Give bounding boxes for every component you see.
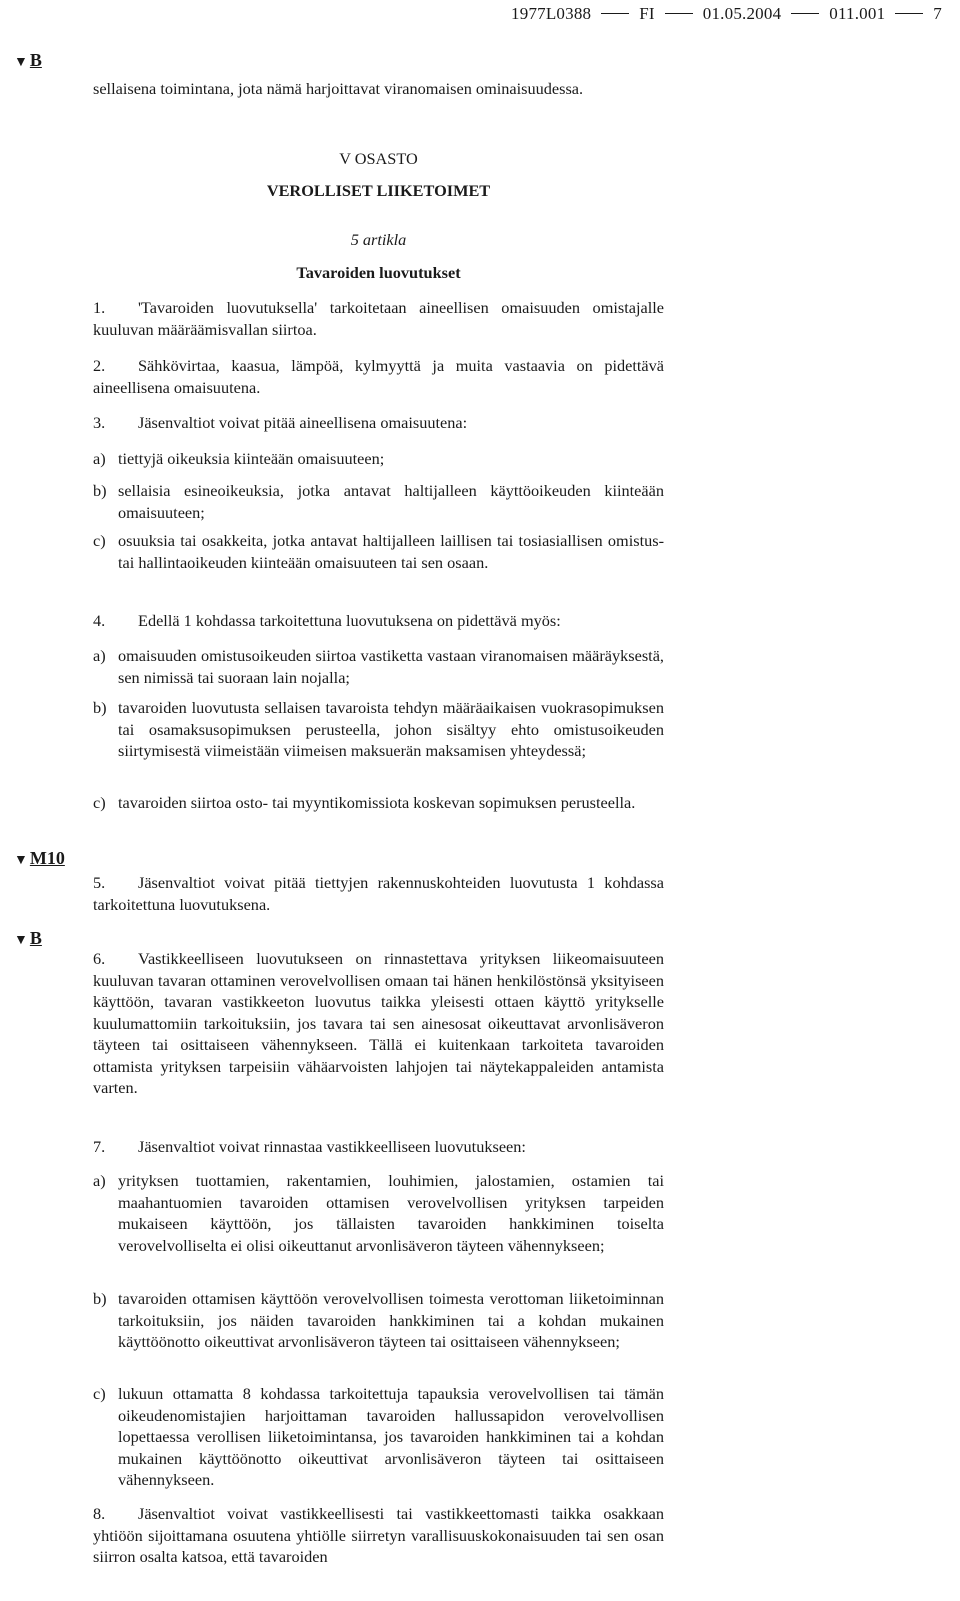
doc-language: FI (639, 4, 655, 23)
paragraph-text: Jäsenvaltiot voivat rinnastaa vastikkeelliseen luovutukseen: (138, 1137, 526, 1156)
list-item-text: tavaroiden luovutusta sellaisen tavaroista tehdyn määräaikaisen vuokrasopimuksen tai osamaksusopimuksen perusteella, johon sisältyy ehto omistusoikeuden siirtymisestä viimeistään viimeisen maksuerän maksamisen yhteydessä; (118, 698, 664, 760)
doc-version: 011.001 (829, 4, 886, 23)
header-separator (665, 13, 693, 14)
triangle-down-icon: ▼ (14, 933, 28, 948)
intro-paragraph: sellaisena toimintana, jota nämä harjoittavat viranomaisen ominaisuudessa. (93, 79, 584, 98)
article-number: 5 artikla (350, 230, 407, 249)
paragraph-3 (93, 412, 664, 434)
list-item (93, 530, 664, 573)
paragraph-text: Sähkövirtaa, kaasua, lämpöä, kylmyyttä ja muita vastaavia on pidettävä aineellisena omaisuutena. (93, 356, 664, 397)
paragraph-7 (93, 1136, 664, 1158)
paragraph-2 (93, 355, 664, 398)
list-item-text: lukuun ottamatta 8 kohdassa tarkoitettuja tapauksia verovelvollisen tai tämän oikeudenomistajien harjoittaman tavaroiden hallussapidon verovelvollisen lopettaessa verollisen liiketoimintansa, jos tavaroiden hankkiminen tai a kohdan mukainen käyttöönotto oikeuttivat arvonlisäveron täyteen tai osittaiseen vähennykseen. (118, 1384, 664, 1489)
marker-code: B (29, 928, 42, 948)
marker-code: B (29, 50, 42, 70)
paragraph-text: Jäsenvaltiot voivat vastikkeellisesti tai vastikkeettomasti taikka osakkaan yhtiöön sijoittamana osuutena yhtiölle siirretyn varallisuuskokonaisuuden tai sen osan siirron osalta katsoa, että tavaroiden (93, 1504, 664, 1566)
triangle-down-icon: ▼ (14, 55, 28, 70)
paragraph-number: 5. (93, 873, 106, 892)
paragraph-number: 8. (93, 1504, 106, 1523)
list-item (93, 645, 664, 688)
list-item-label: b) (93, 698, 107, 717)
header-separator (895, 13, 923, 14)
list-item-label: a) (93, 646, 106, 665)
list-item-text: tavaroiden siirtoa osto- tai myyntikomissiota koskevan sopimuksen perusteella. (118, 793, 636, 812)
list-item-text: yrityksen tuottamien, rakentamien, louhimien, jalostamien, ostamien tai maahantuomien tavaroiden ottamisen verovelvollisen yrityksen tarpeiden mukaiseen käyttöön, jos tällaisten tavaroiden hankkiminen toiselta verovelvolliselta ei olisi oikeuttanut arvonlisäveron täyteen vähennykseen; (118, 1171, 664, 1255)
amendment-marker-m10[interactable] (14, 848, 65, 872)
list-item-label: b) (93, 1289, 107, 1308)
paragraph-text: Jäsenvaltiot voivat pitää tiettyjen rakennuskohteiden luovutusta 1 kohdassa tarkoitettuna luovutuksena. (93, 873, 664, 914)
paragraph-number: 4. (93, 611, 106, 630)
list-item (93, 1288, 664, 1353)
paragraph-number: 2. (93, 356, 106, 375)
list-item-label: a) (93, 449, 106, 468)
article-title: Tavaroiden luovutukset (296, 263, 461, 282)
paragraph-1 (93, 297, 664, 340)
list-item-text: tiettyjä oikeuksia kiinteään omaisuuteen; (118, 449, 385, 468)
section-subtitle: VEROLLISET LIIKETOIMET (266, 181, 491, 200)
paragraph-text: Edellä 1 kohdassa tarkoitettuna luovutuksena on pidettävä myös: (138, 611, 561, 630)
paragraph-4 (93, 610, 664, 632)
doc-id: 1977L0388 (511, 4, 592, 23)
list-item-label: b) (93, 481, 107, 500)
paragraph-text: Jäsenvaltiot voivat pitää aineellisena omaisuutena: (138, 413, 468, 432)
list-item-label: a) (93, 1171, 106, 1190)
section-title: V OSASTO (339, 149, 418, 168)
paragraph-8 (93, 1503, 664, 1568)
paragraph-number: 3. (93, 413, 106, 432)
list-item-text: osuuksia tai osakkeita, jotka antavat haltijalleen laillisen tai tosiasiallisen omistus- tai hallintaoikeuden kiinteään omaisuuteen tai sen osaan. (118, 531, 664, 572)
list-item-label: c) (93, 793, 106, 812)
doc-date: 01.05.2004 (702, 4, 782, 23)
header-separator (791, 13, 819, 14)
list-item (93, 1383, 664, 1491)
list-item-text: tavaroiden ottamisen käyttöön verovelvollisen toimesta verottoman liiketoiminnan tarkoituksiin, jos näiden tavaroiden hankkiminen tai a kohdan mukainen käyttöönotto oikeuttivat arvonlisäveron täyteen tai osittaiseen vähennykseen; (118, 1289, 664, 1351)
amendment-marker-b[interactable] (14, 50, 42, 74)
triangle-down-icon: ▼ (14, 853, 28, 868)
paragraph-text: 'Tavaroiden luovutuksella' tarkoitetaan aineellisen omaisuuden omistajalle kuuluvan määräämisvallan siirtoa. (93, 298, 664, 339)
list-item-text: omaisuuden omistusoikeuden siirtoa vastiketta vastaan viranomaisen määräyksestä, sen nimissä tai suoraan lain nojalla; (118, 646, 664, 687)
header-separator (601, 13, 629, 14)
list-item (93, 480, 664, 523)
list-item (93, 792, 664, 814)
page-header (511, 3, 942, 25)
paragraph-number: 1. (93, 298, 106, 317)
amendment-marker-b[interactable] (14, 928, 42, 952)
paragraph-text: Vastikkeelliseen luovutukseen on rinnastettava yrityksen liikeomaisuuteen kuuluvan tavaran ottaminen verovelvollisen omaan tai hänen henkilöstönsä yksityiseen käyttöön, tavaran vastikkeeton luovutus taikka yleisesti ottaen käyttö yritykselle kuulumattomiin tarkoituksiin, jos tavara tai sen ainesosat oikeuttavat arvonlisäveron täyteen tai osittaiseen vähennykseen. Tällä ei kuitenkaan tarkoiteta tavaroiden ottamista yrityksen tarpeisiin vähäarvoisten lahjojen tai näytekappaleiden antamista varten. (93, 949, 664, 1097)
list-item-label: c) (93, 1384, 106, 1403)
page-number: 7 (933, 4, 942, 23)
paragraph-5 (93, 872, 664, 915)
marker-code: M10 (29, 848, 65, 868)
list-item-text: sellaisia esineoikeuksia, jotka antavat haltijalleen käyttöoikeuden kiinteään omaisuuteen; (118, 481, 664, 522)
list-item (93, 697, 664, 762)
list-item-label: c) (93, 531, 106, 550)
paragraph-number: 6. (93, 949, 106, 968)
list-item (93, 1170, 664, 1256)
paragraph-6 (93, 948, 664, 1099)
paragraph-number: 7. (93, 1137, 106, 1156)
list-item (93, 448, 664, 470)
